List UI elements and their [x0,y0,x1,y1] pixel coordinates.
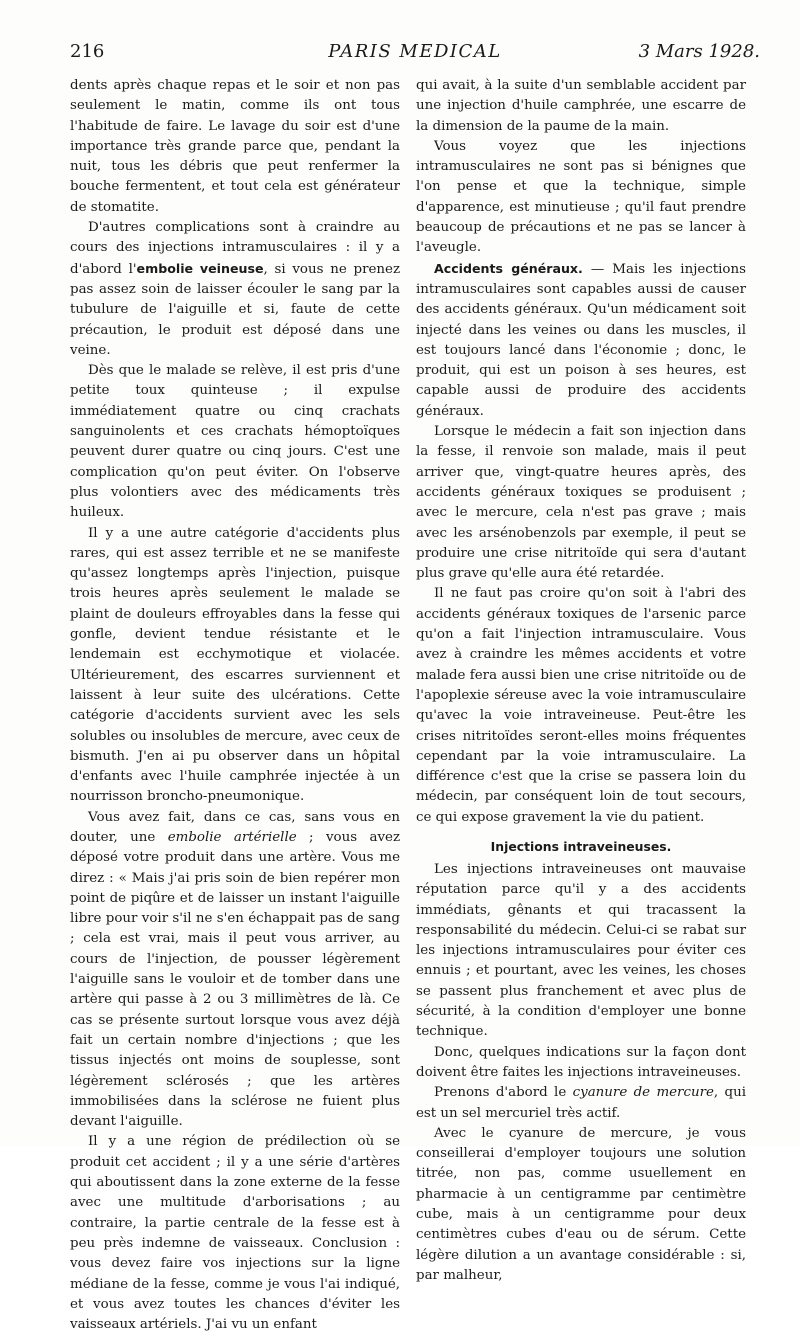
paragraph: dents après chaque repas et le soir et non pas seulement le matin, comme ils ont tous l'habitude de faire. Le lavage du soir est d'une importance très grande parce que, pendant la nuit, tous les débris que peut renfermer la bouche fermentent, et tout cela est générateur de stomatite. [70,78,400,215]
page-header [70,40,760,66]
paragraph: Vous avez fait, dans ce cas, sans vous en douter, une embolie artérielle ; vous avez déposé votre produit dans une artère. Vous me direz : « Mais j'ai pris soin de bien repérer mon point de piqûre et de laisser un instant l'aiguille libre pour voir s'il ne s'en échappait pas de sang ; cela est vrai, mais il peut vous arriver, au cours de l'injection, de pousser légèrement l'aiguille sans le vouloir et de tomber dans une artère qui passe à 2 ou 3 millimètres de là. Ce cas se présente surtout lorsque vous avez déjà fait un certain nombre d'injections ; que les tissus injectés ont moins de souplesse, sont légèrement sclérosés ; que les artères immobilisées dans la sclérose ne fuient plus devant l'aiguille. [70,809,401,1130]
paragraph: Il y a une autre catégorie d'accidents plus rares, qui est assez terrible et ne se manifeste qu'assez longtemps après l'injection, puisque trois heures après seulement le malade se plaint de douleurs effroyables dans la fesse qui gonfle, devient tendue résistante et le lendemain est ecchymotique et violacée. Ultérieurement, des escarres surviennent et laissent à leur suite des ulcérations. Cette catégorie d'accidents survient avec les sels solubles ou insolubles de mercure, avec ceux de bismuth. J'en ai pu observer dans un hôpital d'enfants avec l'huile camphrée injectée à un nourrisson broncho-pneumonique. [70,525,400,805]
term-cyanure-de-mercure: cyanure de mercure [572,1085,714,1101]
page-number: 216 [70,41,105,62]
right-column [416,76,746,1286]
paragraph: qui avait, à la suite d'un semblable accident par une injection d'huile camphrée, une escarre de la dimension de la paume de la main. [416,78,746,134]
paragraph: Vous voyez que les injections intramusculaires ne sont pas si bénignes que l'on pense et que la technique, simple d'apparence, est minutieuse ; qu'il faut prendre beaucoup de précautions et ne pas se lancer à l'aveugle. [416,138,746,256]
journal-title: PARIS MEDICAL [328,41,502,62]
paragraph: Il ne faut pas croire qu'on soit à l'abri des accidents généraux toxiques de l'arsenic parce qu'on a fait l'injection intramusculaire. Vous avez à craindre les mêmes accidents et votre malade fera aussi bien une crise nitritoïde ou de l'apoplexie séreuse avec la voie intramusculaire qu'avec la voie intraveineuse. Peut-être les crises nitritoïdes seront-elles moins fréquentes cependant par la voie intramusculaire. La différence c'est que la crise se passera loin du médecin, par conséquent loin de tout secours, ce qui expose gravement la vie du patient. [416,586,746,825]
paragraph: Les injections intraveineuses ont mauvaise réputation parce qu'il y a des accidents immédiats, gênants et qui tracassent la responsabilité du médecin. Celui-ci se rabat sur les injections intramusculaires pour éviter ces ennuis ; et pourtant, avec les veines, les choses se passent plus franchement et avec plus de sécurité, à la condition d'employer une bonne technique. [416,861,746,1040]
term-embolie-veineuse: embolie veineuse [136,260,264,276]
issue-date: 3 Mars 1928. [638,41,760,62]
subheading-accidents-generaux: Accidents généraux. [434,260,583,276]
section-heading: Injections intraveineuses. [490,838,672,854]
paragraph: Il y a une région de prédilection où se produit cet accident ; il y a une série d'artères qui aboutissent dans la zone externe de la fesse avec une multitude d'arborisations ; au contraire, la partie centrale de la fesse est à peu près indemne de vaisseaux. Conclusion : vous devez faire vos injections sur la ligne médiane de la fesse, comme je vous l'ai indiqué, et vous avez toutes les chances d'éviter les vaisseaux artériels. J'ai vu un enfant [70,1134,400,1333]
term-embolie-arterielle: embolie artérielle [167,829,297,845]
left-column [70,76,400,1335]
paragraph: Prenons d'abord le cyanure de mercure, qui est un sel mercuriel très actif. [416,1085,747,1121]
paragraph: Lorsque le médecin a fait son injection dans la fesse, il renvoie son malade, mais il peut arriver que, vingt-quatre heures après, des accidents généraux toxiques se produisent ; avec le mercure, cela n'est pas grave ; mais avec les arsénobenzols par exemple, il peut se produire une crise nitritoïde qui sera d'autant plus grave qu'elle aura été retardée. [416,424,746,582]
paragraph: Donc, quelques indications sur la façon dont doivent être faites les injections intraveineuses. [416,1044,746,1080]
paragraph: Dès que le malade se relève, il est pris d'une petite toux quinteuse ; il expulse immédiatement quatre ou cinq crachats sanguinolents et ces crachats hémoptoïques peuvent durer quatre ou cinq jours. C'est une complication qu'on peut éviter. On l'observe plus volontiers avec des médicaments très huileux. [70,363,400,521]
paragraph: Accidents généraux. — Mais les injections intramusculaires sont capables aussi de causer des accidents généraux. Qu'un médicament soit injecté dans les veines ou dans les muscles, il est toujours lancé dans l'économie ; donc, le produit, qui est un poison à ses heures, est capable aussi de produire des accidents généraux. [416,260,746,419]
paragraph: Avec le cyanure de mercure, je vous conseillerai d'employer toujours une solution titrée, non pas, comme usuellement en pharmacie à un centigramme par centimètre cube, mais à un centigramme pour deux centimètres cubes d'eau ou de sérum. Cette légère dilution a un avantage considérable : si, par malheur, [416,1125,746,1283]
paragraph: D'autres complications sont à craindre au cours des injections intramusculaires : il y a d'abord l'embolie veineuse, si vous ne prenez pas assez soin de laisser écouler le sang par la tubulure de l'aiguille et si, faute de cette précaution, le produit est déposé dans une veine. [70,220,400,358]
